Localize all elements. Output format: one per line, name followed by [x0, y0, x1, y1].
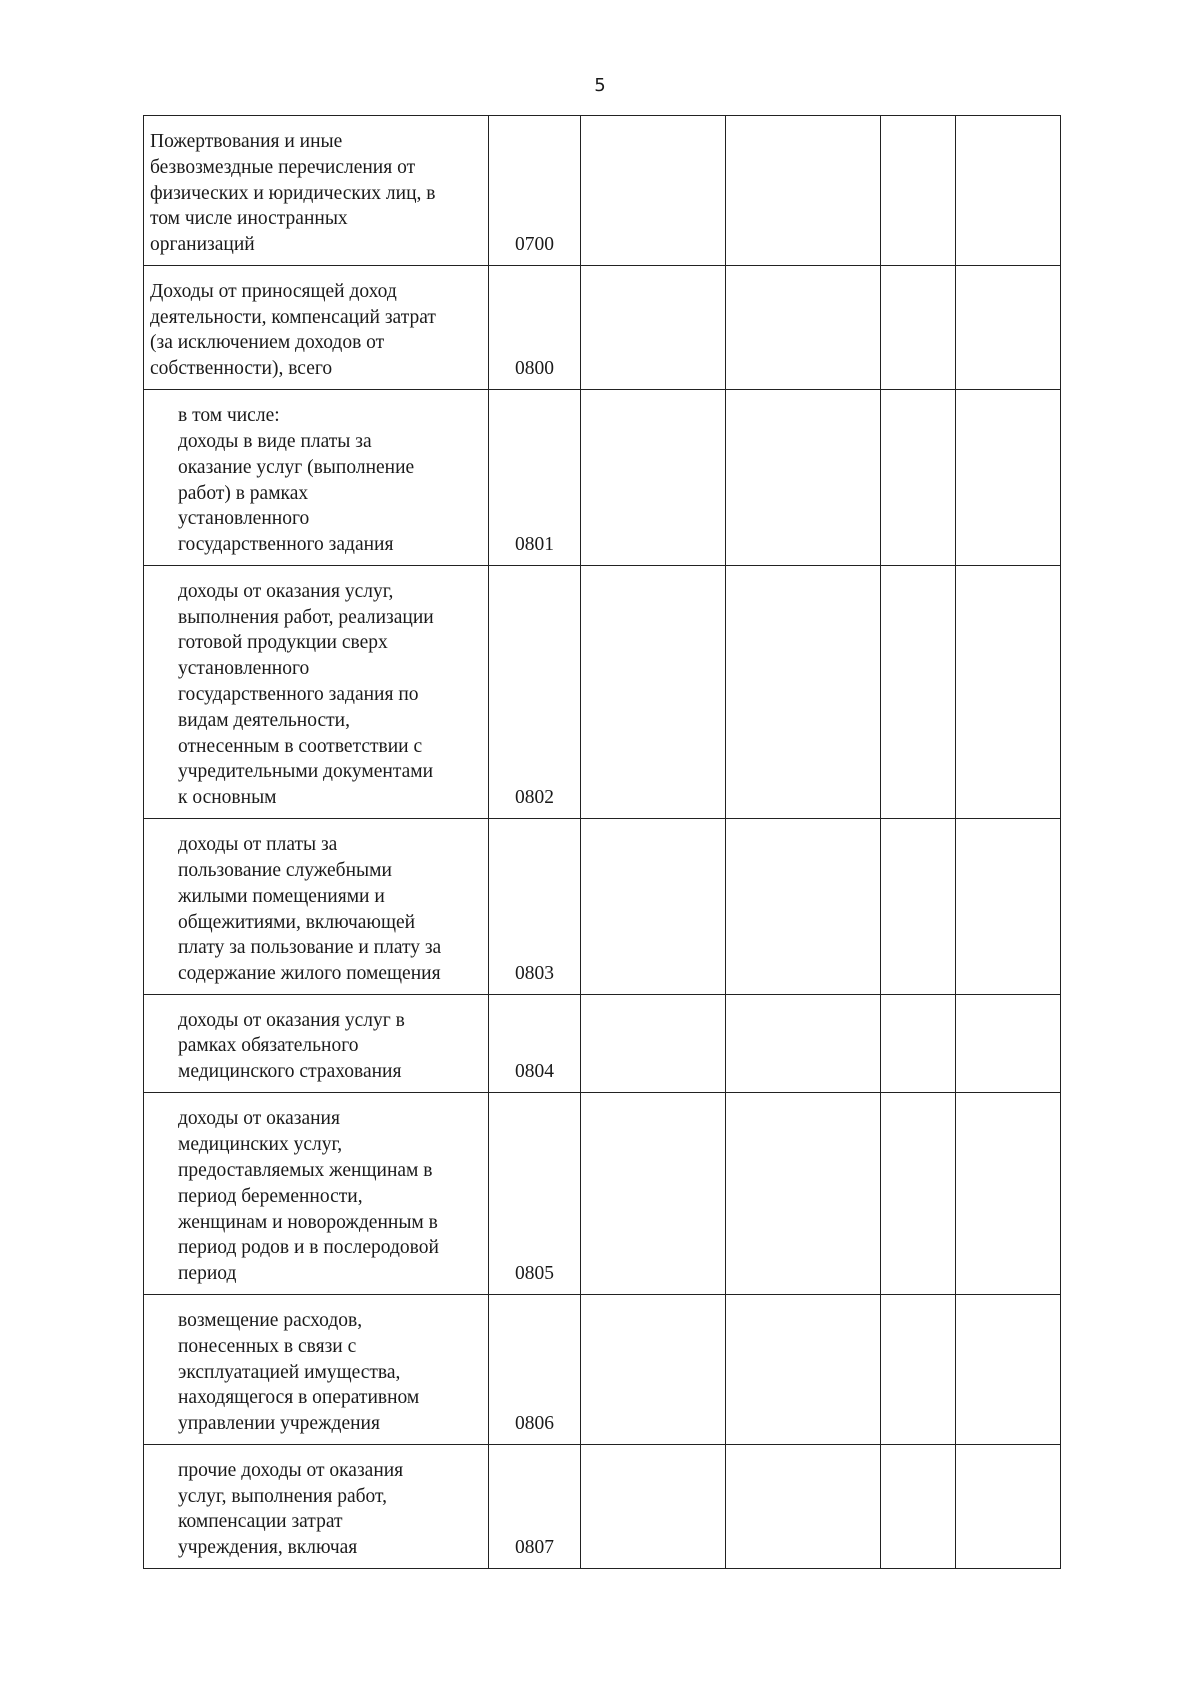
empty-value-cell: [881, 116, 956, 266]
table-row: [144, 1093, 1061, 1295]
row-description-line: доходы от оказания: [178, 1108, 340, 1130]
row-description: [144, 390, 489, 566]
row-description-line: деятельности, компенсаций затрат: [150, 306, 436, 328]
row-description-line: управлении учреждения: [178, 1413, 380, 1435]
row-description-line: находящегося в оперативном: [178, 1387, 420, 1409]
row-description-line: эксплуатацией имущества,: [178, 1361, 401, 1383]
empty-value-cell: [726, 819, 881, 995]
empty-value-cell: [956, 390, 1061, 566]
empty-value-cell: [581, 266, 726, 390]
row-code: 0806: [489, 1295, 581, 1445]
empty-value-cell: [726, 116, 881, 266]
empty-value-cell: [581, 819, 726, 995]
row-description-line: в том числе:: [178, 405, 280, 427]
page-number: 5: [594, 75, 606, 96]
row-description-line: рамках обязательного: [178, 1035, 359, 1057]
empty-value-cell: [581, 1445, 726, 1569]
row-description: [144, 995, 489, 1093]
table-row: [144, 266, 1061, 390]
empty-value-cell: [581, 116, 726, 266]
row-description-line: Пожертвования и иные: [150, 131, 343, 153]
row-code: 0802: [489, 566, 581, 819]
row-description-line: организаций: [150, 234, 255, 256]
row-description-line: Доходы от приносящей доход: [150, 280, 397, 302]
row-description-line: государственного задания по: [178, 684, 419, 706]
row-description-line: оказание услуг (выполнение: [178, 456, 415, 478]
empty-value-cell: [956, 1445, 1061, 1569]
row-description-line: медицинского страхования: [178, 1061, 402, 1083]
empty-value-cell: [581, 1295, 726, 1445]
empty-value-cell: [581, 1093, 726, 1295]
table-row: [144, 819, 1061, 995]
row-description-line: безвозмездные перечисления от: [150, 156, 416, 178]
row-description-line: отнесенным в соответствии с: [178, 735, 423, 757]
row-description-line: женщинам и новорожденным в: [178, 1211, 438, 1233]
row-description-line: собственности), всего: [150, 358, 333, 380]
empty-value-cell: [726, 1445, 881, 1569]
row-description: [144, 1295, 489, 1445]
row-description-line: к основным: [178, 787, 277, 809]
row-description-line: доходы от платы за: [178, 834, 338, 856]
row-description-line: общежитиями, включающей: [178, 911, 416, 933]
row-description-line: понесенных в связи с: [178, 1335, 357, 1357]
row-description-line: медицинских услуг,: [178, 1134, 343, 1156]
empty-value-cell: [581, 566, 726, 819]
row-description-line: видам деятельности,: [178, 709, 350, 731]
empty-value-cell: [726, 995, 881, 1093]
row-description-line: период: [178, 1263, 237, 1285]
row-description: [144, 819, 489, 995]
empty-value-cell: [956, 266, 1061, 390]
table-row: [144, 390, 1061, 566]
row-description-line: услуг, выполнения работ,: [178, 1485, 387, 1507]
empty-value-cell: [581, 995, 726, 1093]
empty-value-cell: [881, 1295, 956, 1445]
empty-value-cell: [881, 266, 956, 390]
row-description-line: жилыми помещениями и: [178, 885, 385, 907]
income-table-body: [144, 116, 1061, 1569]
empty-value-cell: [726, 390, 881, 566]
row-description-line: предоставляемых женщинам в: [178, 1160, 433, 1182]
empty-value-cell: [956, 995, 1061, 1093]
row-description: [144, 116, 489, 266]
empty-value-cell: [881, 566, 956, 819]
empty-value-cell: [726, 566, 881, 819]
row-description-line: период родов и в послеродовой: [178, 1237, 439, 1259]
row-description-line: готовой продукции сверх: [178, 632, 388, 654]
table-row: [144, 995, 1061, 1093]
empty-value-cell: [956, 1295, 1061, 1445]
row-description-line: пользование служебными: [178, 860, 392, 882]
row-description-line: возмещение расходов,: [178, 1310, 363, 1332]
table-row: [144, 116, 1061, 266]
row-description-line: работ) в рамках: [178, 482, 309, 504]
empty-value-cell: [956, 1093, 1061, 1295]
row-description-line: государственного задания: [178, 534, 394, 556]
row-description-line: установленного: [178, 658, 310, 680]
row-code: 0805: [489, 1093, 581, 1295]
row-description-line: доходы от оказания услуг,: [178, 580, 394, 602]
row-description-line: учреждения, включая: [178, 1537, 358, 1559]
row-description-line: доходы от оказания услуг в: [178, 1009, 405, 1031]
row-description-line: установленного: [178, 508, 310, 530]
row-description-line: компенсации затрат: [178, 1511, 343, 1533]
empty-value-cell: [881, 1445, 956, 1569]
row-code: 0804: [489, 995, 581, 1093]
row-description-line: доходы в виде платы за: [178, 431, 372, 453]
empty-value-cell: [956, 566, 1061, 819]
empty-value-cell: [881, 390, 956, 566]
row-description-line: физических и юридических лиц, в: [150, 182, 436, 204]
row-code: 0800: [489, 266, 581, 390]
table-row: [144, 566, 1061, 819]
empty-value-cell: [881, 995, 956, 1093]
table-row: [144, 1295, 1061, 1445]
row-description-line: содержание жилого помещения: [178, 963, 441, 985]
row-description: [144, 1445, 489, 1569]
empty-value-cell: [956, 819, 1061, 995]
empty-value-cell: [726, 266, 881, 390]
empty-value-cell: [726, 1093, 881, 1295]
empty-value-cell: [881, 1093, 956, 1295]
row-description: [144, 1093, 489, 1295]
row-description-line: плату за пользование и плату за: [178, 937, 442, 959]
empty-value-cell: [956, 116, 1061, 266]
row-description: [144, 266, 489, 390]
empty-value-cell: [881, 819, 956, 995]
table-row: [144, 1445, 1061, 1569]
row-description: [144, 566, 489, 819]
row-description-line: учредительными документами: [178, 761, 434, 783]
empty-value-cell: [726, 1295, 881, 1445]
row-code: 0801: [489, 390, 581, 566]
row-description-line: том числе иностранных: [150, 208, 348, 230]
row-code: 0807: [489, 1445, 581, 1569]
row-description-line: период беременности,: [178, 1185, 363, 1207]
empty-value-cell: [581, 390, 726, 566]
row-description-line: прочие доходы от оказания: [178, 1459, 404, 1481]
income-table: [143, 115, 1061, 1569]
row-description-line: (за исключением доходов от: [150, 332, 385, 354]
row-code: 0803: [489, 819, 581, 995]
row-code: 0700: [489, 116, 581, 266]
row-description-line: выполнения работ, реализации: [178, 606, 434, 628]
